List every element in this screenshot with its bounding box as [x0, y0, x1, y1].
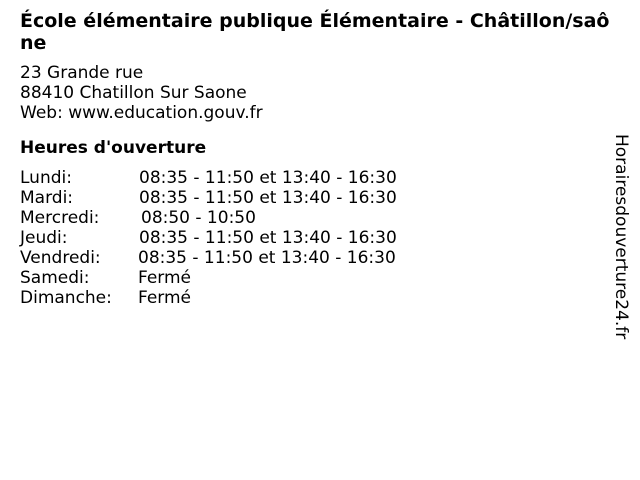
site-watermark: Horairesdouverture24.fr: [611, 134, 631, 340]
day-label: Mardi:: [20, 188, 74, 208]
day-hours: 08:35 - 11:50 et 13:40 - 16:30: [139, 188, 397, 208]
hours-row-sunday: [20, 288, 620, 308]
day-label: Samedi:: [20, 268, 90, 288]
hours-row-friday: [20, 248, 620, 268]
day-hours: 08:35 - 11:50 et 13:40 - 16:30: [139, 228, 397, 248]
hours-row-wednesday: [20, 208, 620, 228]
school-title: École élémentaire publique Élémentaire - Châtillon/saône: [20, 10, 610, 54]
listing-content: [20, 10, 620, 308]
hours-row-thursday: [20, 228, 620, 248]
day-hours: Fermé: [138, 288, 192, 308]
hours-row-tuesday: [20, 188, 620, 208]
day-label: Dimanche:: [20, 288, 112, 308]
day-hours: 08:35 - 11:50 et 13:40 - 16:30: [139, 168, 397, 188]
opening-hours-table: [20, 168, 620, 308]
day-label: Mercredi:: [20, 208, 100, 228]
opening-hours-heading: Heures d'ouverture: [20, 138, 207, 158]
day-hours: 08:35 - 11:50 et 13:40 - 16:30: [138, 248, 396, 268]
address-city: 88410 Chatillon Sur Saone: [20, 83, 247, 103]
hours-row-monday: [20, 168, 620, 188]
hours-row-saturday: [20, 268, 620, 288]
day-label: Lundi:: [20, 168, 72, 188]
day-hours: 08:50 - 10:50: [141, 208, 256, 228]
day-label: Vendredi:: [20, 248, 101, 268]
address-block: [20, 63, 620, 123]
day-hours: Fermé: [138, 268, 192, 288]
website-link[interactable]: Web: www.education.gouv.fr: [20, 103, 263, 123]
address-street: 23 Grande rue: [20, 63, 144, 83]
day-label: Jeudi:: [20, 228, 68, 248]
